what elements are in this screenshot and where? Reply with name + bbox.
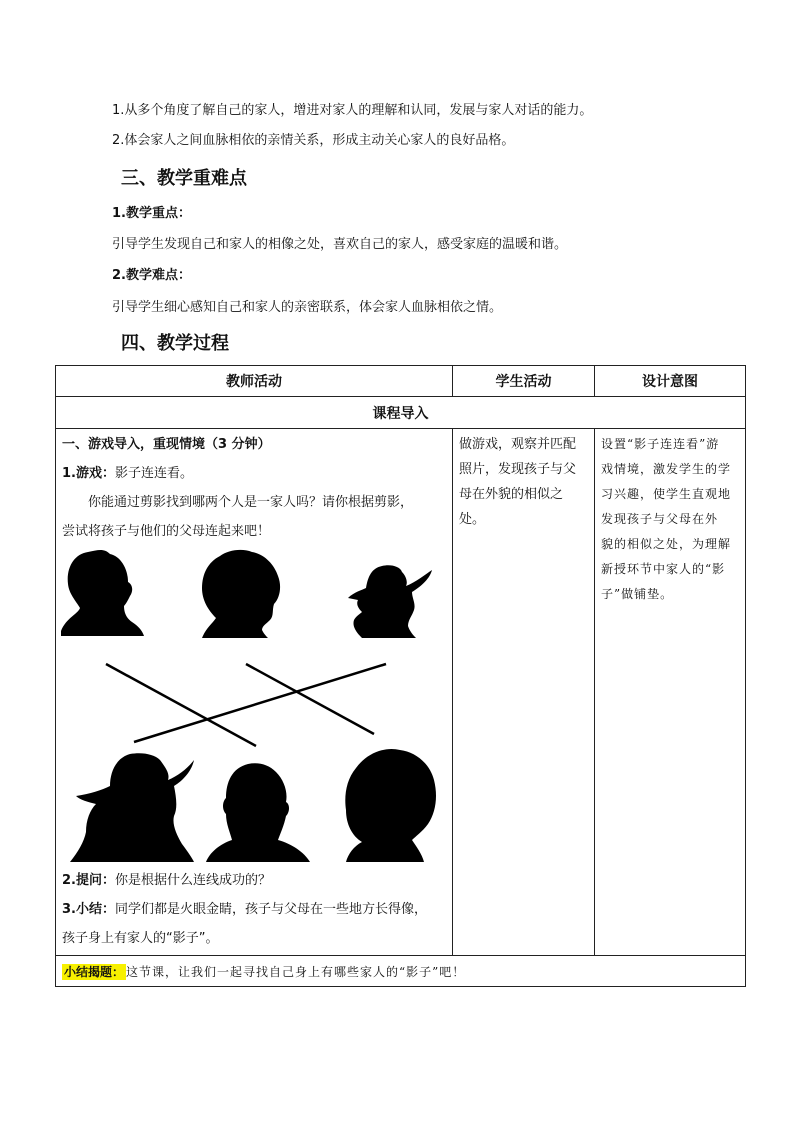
match-line-1 [106,664,256,746]
design-line-6: 新授环节中家人的“影 [601,562,726,576]
parent-silhouette-3 [345,749,436,862]
key-point-label: 1.教学重点： [112,206,191,221]
design-line-5: 貌的相似之处，为理解 [601,537,732,551]
key-point-text: 引导学生发现自己和家人的相像之处，喜欢自己的家人，感受家庭的温暖和谐。 [112,237,568,252]
student-line-1: 做游戏，观察并匹配 [459,437,577,452]
silhouette-svg [56,546,453,866]
header-teacher: 教师活动 [56,366,453,397]
lesson-process-table [55,365,746,987]
game-line: 1.游戏：影子连连看。 [62,466,193,481]
summary-cell [56,956,746,987]
section-intro: 课程导入 [56,397,746,429]
parent-silhouette-2 [206,763,310,862]
instruction-line-1: 你能通过剪影找到哪两个人是一家人吗？请你根据剪影， [88,495,414,510]
teacher-heading: 一、游戏导入，重现情境（3 分钟） [62,437,271,452]
design-line-2: 戏情境，激发学生的学 [601,462,732,476]
teacher-activity-cell [56,429,453,956]
difficulty-label: 2.教学难点： [112,268,191,283]
header-design: 设计意图 [595,366,746,397]
section-3-title: 三、教学重难点 [121,168,247,189]
section-4-title: 四、教学过程 [121,333,229,354]
instruction-line-2: 尝试将孩子与他们的父母连起来吧！ [62,524,271,539]
parent-silhouette-hat-1 [348,565,432,638]
parent-silhouette-hat-2 [70,753,194,862]
design-line-1: 设置“影子连连看”游 [601,437,720,451]
student-activity-cell [453,429,595,956]
goal-2: 2.体会家人之间血脉相依的亲情关系，形成主动关心家人的良好品格。 [112,133,515,148]
design-line-3: 习兴趣，使学生直观地 [601,487,732,501]
difficulty-text: 引导学生细心感知自己和家人的亲密联系，体会家人血脉相依之情。 [112,300,503,315]
child-silhouette-2 [202,550,280,638]
summary-line-2: 孩子身上有家人的“影子”。 [62,931,219,946]
table-header-row [56,366,746,397]
header-student: 学生活动 [453,366,595,397]
silhouette-matching-figure [56,546,452,866]
summary-text: 这节课，让我们一起寻找自己身上有哪些家人的“影子”吧！ [126,964,466,979]
summary-label: 小结揭题： [64,964,125,979]
goal-1: 1.从多个角度了解自己的家人，增进对家人的理解和认同，发展与家人对话的能力。 [112,103,593,118]
design-line-4: 发现孩子与父母在外 [601,512,719,526]
design-line-7: 子”做铺垫。 [601,587,674,601]
match-line-3 [134,664,386,742]
summary-row [56,956,746,987]
child-silhouette-1 [61,550,144,636]
summary-line-1: 3.小结：同学们都是火眼金睛，孩子与父母在一些地方长得像， [62,902,427,917]
question-line: 2.提问：你是根据什么连线成功的？ [62,873,271,888]
table-row [56,429,746,956]
student-line-2: 照片，发现孩子与父 [459,462,577,477]
table-section-row [56,397,746,429]
design-intent-cell [595,429,746,956]
student-line-3: 母在外貌的相似之处。 [459,487,564,527]
